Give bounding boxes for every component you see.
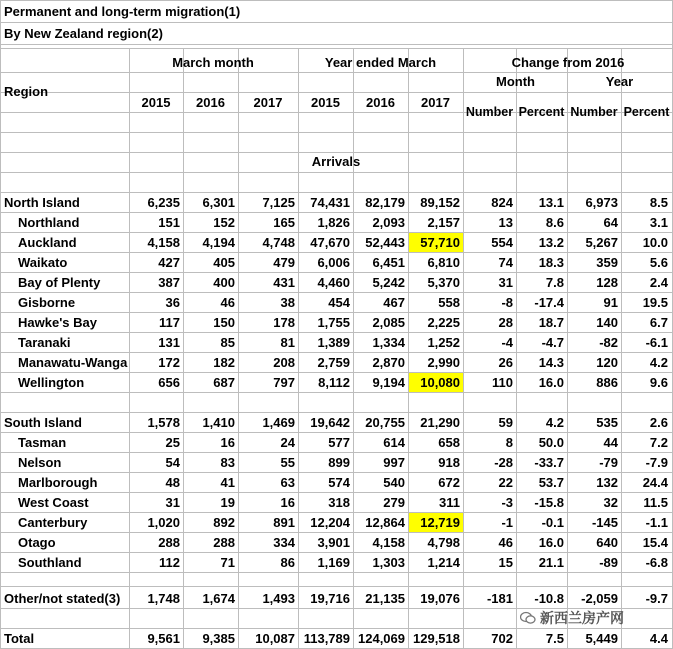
header-year-5: 2017 <box>421 95 450 110</box>
table-cell: 1,578 <box>147 415 180 430</box>
row-label: Auckland <box>18 235 77 250</box>
table-cell: 997 <box>383 455 405 470</box>
table-cell: 26 <box>498 355 513 370</box>
table-cell: 63 <box>280 475 295 490</box>
header-month: Month <box>496 74 535 89</box>
table-cell: 86 <box>280 555 295 570</box>
table-cell: 117 <box>159 315 180 330</box>
table-cell: 152 <box>213 215 235 230</box>
table-cell: -82 <box>599 335 618 350</box>
table-cell: -7.9 <box>645 455 668 470</box>
table-cell: 4,158 <box>147 235 180 250</box>
table-cell: 9.6 <box>649 375 668 390</box>
table-cell: 797 <box>273 375 295 390</box>
row-label: Bay of Plenty <box>18 275 101 290</box>
header-change: Change from 2016 <box>511 55 625 70</box>
table-cell: 25 <box>165 435 180 450</box>
table-cell: 28 <box>498 315 513 330</box>
table-cell: -6.1 <box>645 335 668 350</box>
table-cell: 21.1 <box>538 555 564 570</box>
table-cell: 131 <box>158 335 180 350</box>
header-change-2: Number <box>570 105 618 119</box>
table-cell: 31 <box>165 495 180 510</box>
table-cell: 918 <box>438 455 460 470</box>
table-cell: 151 <box>158 215 180 230</box>
table-cell: 16.0 <box>538 375 564 390</box>
table-cell: 7,125 <box>262 195 295 210</box>
table-cell: 18.7 <box>538 315 564 330</box>
table-cell: 574 <box>328 475 350 490</box>
table-cell: 24.4 <box>642 475 668 490</box>
table-cell: -79 <box>599 455 618 470</box>
table-cell: 311 <box>439 495 460 510</box>
table-cell: 1,755 <box>317 315 350 330</box>
table-cell: 535 <box>596 415 618 430</box>
table-cell: 19,642 <box>310 415 350 430</box>
table-cell: 640 <box>596 535 618 550</box>
table-cell: 7.2 <box>649 435 668 450</box>
row-label: Hawke's Bay <box>18 315 97 330</box>
row-label: Otago <box>18 535 56 550</box>
table-cell: 6,810 <box>427 255 460 270</box>
table-cell: 702 <box>491 631 513 646</box>
table-cell: 7.8 <box>545 275 564 290</box>
table-cell: 41 <box>220 475 235 490</box>
header-change-0: Number <box>465 105 514 119</box>
table-cell: 10,080 <box>420 375 460 390</box>
table-cell: 2,157 <box>427 215 460 230</box>
table-cell: 824 <box>491 195 513 210</box>
table-cell: 6,301 <box>202 195 235 210</box>
table-cell: 81 <box>280 335 295 350</box>
table-cell: 64 <box>603 215 618 230</box>
table-cell: 24 <box>280 435 295 450</box>
table-cell: 540 <box>383 475 405 490</box>
header-year: Year <box>605 74 634 89</box>
table-cell: 558 <box>438 295 460 310</box>
table-cell: 178 <box>273 315 295 330</box>
table-cell: 4.2 <box>649 355 668 370</box>
table-cell: -145 <box>591 515 618 530</box>
table-cell: 8,112 <box>318 375 350 390</box>
table-cell: 1,303 <box>372 555 405 570</box>
table-cell: -2,059 <box>581 591 618 606</box>
table-cell: 2,225 <box>427 315 460 330</box>
table-cell: 140 <box>596 315 618 330</box>
table-cell: -3 <box>501 495 513 510</box>
table-cell: 54 <box>165 455 180 470</box>
table-cell: 21,290 <box>420 415 460 430</box>
table-cell: 892 <box>213 515 235 530</box>
table-cell: -181 <box>486 591 513 606</box>
table-cell: 132 <box>596 475 618 490</box>
row-label: Southland <box>18 555 82 570</box>
table-cell: 10.0 <box>642 235 668 250</box>
header-year-1: 2016 <box>196 95 225 110</box>
table-cell: 2,085 <box>372 315 405 330</box>
row-label: Manawatu-Wanga <box>18 355 128 370</box>
table-cell: 1,493 <box>262 591 295 606</box>
table-cell: 74 <box>498 255 513 270</box>
table-cell: -6.8 <box>645 555 668 570</box>
table-cell: 891 <box>273 515 295 530</box>
table-cell: 9,561 <box>147 631 180 646</box>
table-cell: 1,169 <box>317 555 350 570</box>
table-cell: 656 <box>158 375 180 390</box>
table-cell: 21,135 <box>365 591 405 606</box>
row-label: Taranaki <box>18 335 71 350</box>
table-cell: 400 <box>213 275 235 290</box>
table-cell: 19,716 <box>310 591 350 606</box>
table-cell: 16.0 <box>538 535 564 550</box>
table-cell: 19,076 <box>420 591 460 606</box>
table-cell: 57,710 <box>420 235 460 250</box>
table-cell: 427 <box>158 255 180 270</box>
table-cell: 32 <box>603 495 618 510</box>
table-cell: 47,670 <box>310 235 350 250</box>
table-cell: 7.5 <box>545 631 564 646</box>
table-cell: 687 <box>213 375 235 390</box>
row-label: North Island <box>4 195 80 210</box>
header-change-3: Percent <box>623 105 670 119</box>
table-cell: 89,152 <box>420 195 460 210</box>
table-cell: -17.4 <box>534 295 564 310</box>
table-cell: -8 <box>501 295 513 310</box>
header-region: Region <box>4 84 49 99</box>
table-cell: 8.5 <box>649 195 668 210</box>
table-cell: 1,389 <box>317 335 350 350</box>
table-cell: -9.7 <box>645 591 668 606</box>
table-cell: -1 <box>501 515 513 530</box>
table-cell: 5,242 <box>372 275 405 290</box>
header-year-3: 2015 <box>311 95 340 110</box>
header-march-month: March month <box>172 55 254 70</box>
table-cell: 886 <box>596 375 618 390</box>
row-label: Wellington <box>18 375 85 390</box>
table-cell: 1,748 <box>147 591 180 606</box>
table-cell: 4.2 <box>545 415 564 430</box>
table-cell: 6,451 <box>372 255 405 270</box>
table-cell: -89 <box>599 555 618 570</box>
table-cell: 74,431 <box>310 195 350 210</box>
table-cell: 5,267 <box>585 235 618 250</box>
table-cell: 182 <box>213 355 235 370</box>
table-cell: 59 <box>498 415 513 430</box>
table-cell: 19.5 <box>642 295 668 310</box>
table-cell: 113,789 <box>303 631 350 646</box>
table-cell: 12,719 <box>420 515 460 530</box>
table-cell: 46 <box>220 295 235 310</box>
row-label: Waikato <box>18 255 68 270</box>
table-cell: 165 <box>273 215 295 230</box>
table-cell: 12,864 <box>365 515 405 530</box>
table-cell: 405 <box>213 255 235 270</box>
table-cell: 9,385 <box>202 631 235 646</box>
table-cell: 71 <box>220 555 235 570</box>
section-arrivals: Arrivals <box>311 154 361 169</box>
row-label: South Island <box>4 415 82 430</box>
table-cell: 5,449 <box>585 631 618 646</box>
table-cell: 2.4 <box>649 275 668 290</box>
table-cell: 13.1 <box>538 195 564 210</box>
table-cell: 9,194 <box>372 375 405 390</box>
table-cell: 2,093 <box>372 215 405 230</box>
table-cell: 4.4 <box>649 631 668 646</box>
table-cell: 44 <box>603 435 618 450</box>
row-label: Other/not stated(3) <box>4 591 121 606</box>
table-cell: 467 <box>383 295 405 310</box>
row-label: Marlborough <box>18 475 98 490</box>
table-cell: 1,252 <box>427 335 460 350</box>
table-cell: 120 <box>596 355 618 370</box>
table-cell: 5.6 <box>649 255 668 270</box>
table-cell: 14.3 <box>538 355 564 370</box>
table-cell: -28 <box>494 455 513 470</box>
table-cell: 6,973 <box>585 195 618 210</box>
table-cell: 124,069 <box>358 631 405 646</box>
table-cell: 11.5 <box>643 495 668 510</box>
watermark-text: 新西兰房产网 <box>540 610 624 626</box>
table-cell: 4,158 <box>372 535 405 550</box>
table-cell: -10.8 <box>534 591 564 606</box>
row-label: Gisborne <box>18 295 76 310</box>
table-cell: 288 <box>158 535 180 550</box>
watermark <box>520 608 624 628</box>
table-cell: 8 <box>505 435 513 450</box>
table-cell: 5,370 <box>427 275 460 290</box>
table-cell: 577 <box>328 435 350 450</box>
table-cell: 6.7 <box>649 315 668 330</box>
table-cell: 899 <box>328 455 350 470</box>
row-label: Canterbury <box>18 515 88 530</box>
row-label: Nelson <box>18 455 62 470</box>
table-cell: 82,179 <box>365 195 405 210</box>
table-cell: 18.3 <box>538 255 564 270</box>
row-label: Northland <box>18 215 80 230</box>
table-cell: 31 <box>498 275 513 290</box>
header-year-ended: Year ended March <box>324 55 437 70</box>
table-cell: 479 <box>273 255 295 270</box>
table-cell: 172 <box>158 355 180 370</box>
table-cell: 359 <box>596 255 618 270</box>
table-cell: 8.6 <box>545 215 564 230</box>
table-cell: 110 <box>492 375 513 390</box>
table-cell: -4.7 <box>541 335 564 350</box>
table-cell: 208 <box>273 355 295 370</box>
table-cell: 128 <box>596 275 618 290</box>
table-cell: 15.4 <box>642 535 668 550</box>
table-cell: 4,460 <box>317 275 350 290</box>
table-cell: -15.8 <box>534 495 564 510</box>
row-label: Total <box>4 631 35 646</box>
header-year-2: 2017 <box>253 95 283 110</box>
table-cell: 16 <box>280 495 295 510</box>
table-cell: 672 <box>438 475 460 490</box>
table-cell: 48 <box>165 475 180 490</box>
table-cell: 318 <box>328 495 350 510</box>
table-cell: -1.1 <box>645 515 668 530</box>
table-cell: 1,214 <box>427 555 460 570</box>
table-cell: 1,826 <box>317 215 350 230</box>
table-cell: 614 <box>383 435 405 450</box>
table-cell: 150 <box>213 315 235 330</box>
wechat-icon <box>520 611 536 625</box>
table-cell: 16 <box>220 435 235 450</box>
table-cell: 53.7 <box>538 475 564 490</box>
table-cell: 4,798 <box>427 535 460 550</box>
header-year-4: 2016 <box>366 95 395 110</box>
table-cell: 334 <box>273 535 295 550</box>
table-cell: 6,006 <box>317 255 350 270</box>
table-cell: -0.1 <box>541 515 564 530</box>
table-cell: 3,901 <box>317 535 350 550</box>
table-cell: 10,087 <box>255 631 295 646</box>
table-cell: 112 <box>159 555 180 570</box>
table-cell: 288 <box>213 535 235 550</box>
table-cell: 46 <box>498 535 513 550</box>
table-cell: -4 <box>501 335 513 350</box>
table-cell: 2,870 <box>372 355 405 370</box>
table-cell: 22 <box>498 475 513 490</box>
table-cell: 2.6 <box>649 415 668 430</box>
table-cell: 38 <box>280 295 295 310</box>
table-cell: 554 <box>491 235 513 250</box>
table-cell: 1,020 <box>147 515 180 530</box>
table-cell: 2,990 <box>427 355 460 370</box>
table-cell: 3.1 <box>649 215 668 230</box>
table-cell: 387 <box>158 275 180 290</box>
table-cell: 431 <box>273 275 295 290</box>
table-cell: 1,410 <box>202 415 235 430</box>
table-cell: 13.2 <box>538 235 564 250</box>
header-year-0: 2015 <box>141 95 171 110</box>
table-cell: 129,518 <box>413 631 460 646</box>
table-cell: 1,334 <box>372 335 405 350</box>
table-cell: 12,204 <box>310 515 350 530</box>
row-label: Tasman <box>18 435 67 450</box>
table-cell: 13 <box>498 215 513 230</box>
title-line-1: Permanent and long-term migration(1) <box>4 4 241 19</box>
table-cell: 4,194 <box>202 235 235 250</box>
row-label: West Coast <box>18 495 89 510</box>
table-cell: 4,748 <box>262 235 295 250</box>
table-cell: 658 <box>438 435 460 450</box>
table-cell: 50.0 <box>538 435 564 450</box>
table-cell: 85 <box>220 335 235 350</box>
table-cell: 1,469 <box>262 415 295 430</box>
table-cell: 6,235 <box>147 195 180 210</box>
table-cell: 454 <box>328 295 350 310</box>
table-cell: 55 <box>280 455 295 470</box>
table-cell: 279 <box>383 495 405 510</box>
table-cell: 15 <box>498 555 513 570</box>
table-cell: 91 <box>603 295 618 310</box>
table-cell: 83 <box>220 455 235 470</box>
table-cell: 1,674 <box>202 591 235 606</box>
table-cell: 36 <box>165 295 180 310</box>
table-cell: -33.7 <box>534 455 564 470</box>
table-cell: 20,755 <box>365 415 405 430</box>
table-cell: 52,443 <box>365 235 405 250</box>
header-change-1: Percent <box>518 105 565 119</box>
table-cell: 2,759 <box>317 355 350 370</box>
table-cell: 19 <box>220 495 235 510</box>
title-line-2: By New Zealand region(2) <box>4 26 163 41</box>
